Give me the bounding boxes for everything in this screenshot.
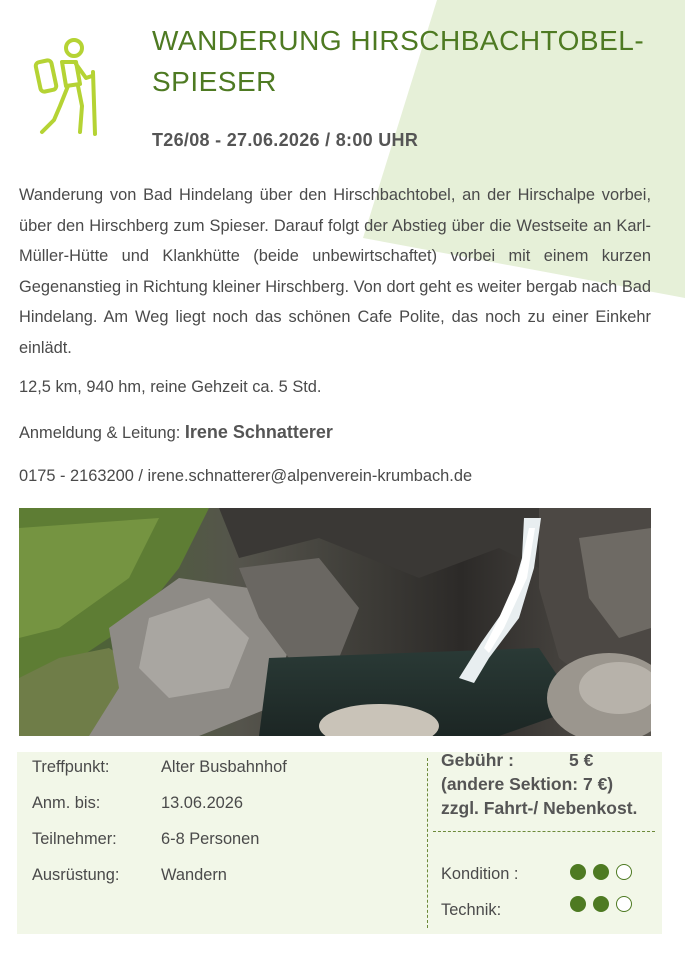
tour-code-date: T26/08 - 27.06.2026 / 8:00 UHR [152, 130, 419, 150]
fee-extra-costs: zzgl. Fahrt-/ Nebenkost. [441, 798, 638, 818]
hiker-with-backpack-icon [28, 36, 108, 136]
participants-label: Teilnehmer: [32, 830, 117, 848]
meeting-point-label: Treffpunkt: [32, 758, 110, 776]
registration-deadline-value: 13.06.2026 [161, 794, 244, 812]
equipment-value: Wandern [161, 866, 227, 884]
technik-dot-2 [593, 896, 609, 912]
registration-deadline-label: Anm. bis: [32, 794, 101, 812]
fee-block [441, 748, 637, 820]
kondition-dot-2 [593, 864, 609, 880]
equipment-label: Ausrüstung: [32, 866, 120, 884]
tour-description: Wanderung von Bad Hindelang über den Hirschbachtobel, an der Hirschalpe vorbei, über den Hirschberg zum Spieser. Darauf folgt der Abstieg über die Westseite an Karl-Müller-Hütte und Klankhütte (beide unbewirtschaftet) vorbei mit einem kurzen Gegenanstieg in Richtung kleiner Hirschberg. Von dort geht es weiter bergab nach Bad Hindelang. Am Weg liegt noch das schönen Cafe Polite, das noch zu einer Einkehr einlädt. [19, 186, 651, 357]
leader-name: Irene Schnatterer [184, 422, 333, 442]
kondition-label: Kondition : [441, 865, 519, 883]
waterfall-photo [19, 508, 651, 736]
fee-amount: 5 € [569, 750, 594, 770]
kondition-rating [570, 864, 632, 880]
leader-line [19, 422, 333, 443]
kondition-dot-3 [616, 864, 632, 880]
horizontal-divider [433, 831, 655, 832]
info-panel [17, 752, 662, 934]
kondition-dot-1 [570, 864, 586, 880]
fee-label: Gebühr : [441, 750, 514, 770]
technik-rating [570, 896, 632, 912]
technik-dot-3 [616, 896, 632, 912]
page-title: WANDERUNG HIRSCHBACHTOBEL-SPIESER [152, 25, 645, 97]
participants-value: 6-8 Personen [161, 830, 260, 848]
fee-other-section: (andere Sektion: 7 €) [441, 774, 614, 794]
tour-stats: 12,5 km, 940 hm, reine Gehzeit ca. 5 Std. [19, 378, 322, 396]
technik-dot-1 [570, 896, 586, 912]
technik-label: Technik: [441, 901, 502, 919]
meeting-point-value: Alter Busbahnhof [161, 758, 287, 776]
vertical-divider [427, 758, 428, 928]
leader-label: Anmeldung & Leitung: [19, 424, 181, 442]
contact-info: 0175 - 2163200 / irene.schnatterer@alpenverein-krumbach.de [19, 467, 473, 485]
